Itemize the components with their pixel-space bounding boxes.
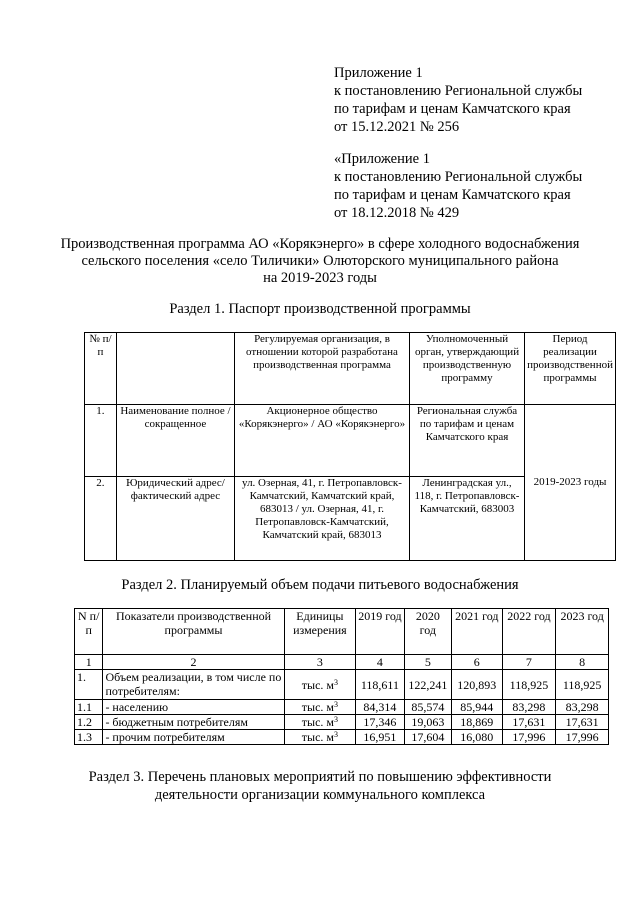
- row-num: 1.2: [75, 715, 103, 730]
- appendix-line: «Приложение 1: [334, 151, 430, 167]
- section3-line: Раздел 3. Перечень плановых мероприятий по повышению эффективности: [88, 769, 552, 785]
- table-row: [75, 730, 609, 745]
- supply-header-row: [75, 609, 609, 655]
- row-value: 17,631: [502, 715, 556, 730]
- header-unit: Единицы измерения: [284, 609, 356, 655]
- col-index: 7: [502, 655, 556, 670]
- row-org: ул. Озерная, 41, г. Петропавловск-Камчатский, Камчатский край, 683013 / ул. Озерная, 41, г. Петропавловск-Камчатский, Камчатский край, 683013: [235, 477, 410, 561]
- col-index: 6: [452, 655, 503, 670]
- section2-title: Раздел 2. Планируемый объем подачи питьевого водоснабжения: [121, 577, 519, 593]
- row-value: 17,346: [356, 715, 404, 730]
- row-value: 18,869: [452, 715, 503, 730]
- column-index-row: [75, 655, 609, 670]
- row-value: 118,611: [356, 670, 404, 700]
- row-unit: тыс. $м^3$: [284, 670, 356, 700]
- col-index: 3: [284, 655, 356, 670]
- header-num: N п/п: [75, 609, 103, 655]
- row-num: 1.: [75, 670, 103, 700]
- row-label: Наименование полное / сокращенное: [116, 405, 234, 477]
- row-value: 83,298: [556, 700, 609, 715]
- row-label: Объем реализации, в том числе по потребителям:: [103, 670, 284, 700]
- appendix-prior-header: [334, 150, 582, 222]
- row-value: 120,893: [452, 670, 503, 700]
- appendix-line: от 15.12.2021 № 256: [334, 119, 460, 135]
- passport-row: [85, 405, 616, 477]
- appendix-line: к постановлению Региональной службы: [334, 83, 583, 99]
- appendix-line: по тарифам и ценам Камчатского края: [334, 101, 571, 117]
- row-label: - прочим потребителям: [103, 730, 284, 745]
- row-label: Юридический адрес/фактический адрес: [116, 477, 234, 561]
- section3-line: деятельности организации коммунального комплекса: [154, 787, 486, 803]
- section1-title: Раздел 1. Паспорт производственной программы: [169, 301, 471, 317]
- passport-table: [84, 332, 616, 561]
- appendix-line: к постановлению Региональной службы: [334, 169, 583, 185]
- row-value: 118,925: [502, 670, 556, 700]
- row-unit: тыс. $м^3$: [284, 715, 356, 730]
- row-unit: тыс. $м^3$: [284, 700, 356, 715]
- row-num: 1.3: [75, 730, 103, 745]
- row-value: 83,298: [502, 700, 556, 715]
- row-value: 85,574: [404, 700, 451, 715]
- table-row: [75, 715, 609, 730]
- row-label: - бюджетным потребителям: [103, 715, 284, 730]
- header-year: 2021 год: [452, 609, 503, 655]
- row-num: 1.1: [75, 700, 103, 715]
- section3-title: [0, 768, 640, 804]
- col-index: 5: [404, 655, 451, 670]
- row-value: 122,241: [404, 670, 451, 700]
- program-title: [0, 236, 640, 287]
- row-value: 19,063: [404, 715, 451, 730]
- title-line: Производственная программа АО «Корякэнерго» в сфере холодного водоснабжения: [60, 236, 580, 252]
- header-year: 2019 год: [356, 609, 404, 655]
- appendix-line: Приложение 1: [334, 65, 423, 81]
- table-row: [75, 700, 609, 715]
- row-unit: тыс. $м^3$: [284, 730, 356, 745]
- header-indicator: Показатели производственной программы: [103, 609, 284, 655]
- row-value: 84,314: [356, 700, 404, 715]
- header-year: 2022 год: [502, 609, 556, 655]
- header-org: Регулируемая организация, в отношении которой разработана производственная программа: [235, 333, 410, 405]
- col-index: 8: [556, 655, 609, 670]
- passport-header-row: [85, 333, 616, 405]
- title-line: на 2019-2023 годы: [263, 270, 377, 286]
- row-org: Акционерное общество «Корякэнерго» / АО «Корякэнерго»: [235, 405, 410, 477]
- appendix-current-header: [334, 64, 582, 136]
- table-row: [75, 670, 609, 700]
- col-index: 2: [103, 655, 284, 670]
- row-value: 16,951: [356, 730, 404, 745]
- row-value: 17,996: [556, 730, 609, 745]
- row-authority: Ленинградская ул., 118, г. Петропавловск-Камчатский, 683003: [409, 477, 524, 561]
- header-authority: Уполномоченный орган, утверждающий производственную программу: [409, 333, 524, 405]
- header-empty: [116, 333, 234, 405]
- header-period: Период реализации производственной программы: [525, 333, 616, 405]
- period-value: 2019-2023 годы: [525, 405, 616, 561]
- appendix-line: по тарифам и ценам Камчатского края: [334, 187, 571, 203]
- header-year: 2023 год: [556, 609, 609, 655]
- header-num: № п/п: [85, 333, 117, 405]
- appendix-line: от 18.12.2018 № 429: [334, 205, 460, 221]
- row-label: - населению: [103, 700, 284, 715]
- header-year: 2020 год: [404, 609, 451, 655]
- row-authority: Региональная служба по тарифам и ценам Камчатского края: [409, 405, 524, 477]
- row-value: 17,996: [502, 730, 556, 745]
- row-value: 85,944: [452, 700, 503, 715]
- row-value: 16,080: [452, 730, 503, 745]
- row-num: 1.: [85, 405, 117, 477]
- row-num: 2.: [85, 477, 117, 561]
- col-index: 1: [75, 655, 103, 670]
- row-value: 118,925: [556, 670, 609, 700]
- col-index: 4: [356, 655, 404, 670]
- row-value: 17,631: [556, 715, 609, 730]
- row-value: 17,604: [404, 730, 451, 745]
- supply-volume-table: [74, 608, 609, 745]
- title-line: сельского поселения «село Тиличики» Олюторского муниципального района: [81, 253, 559, 269]
